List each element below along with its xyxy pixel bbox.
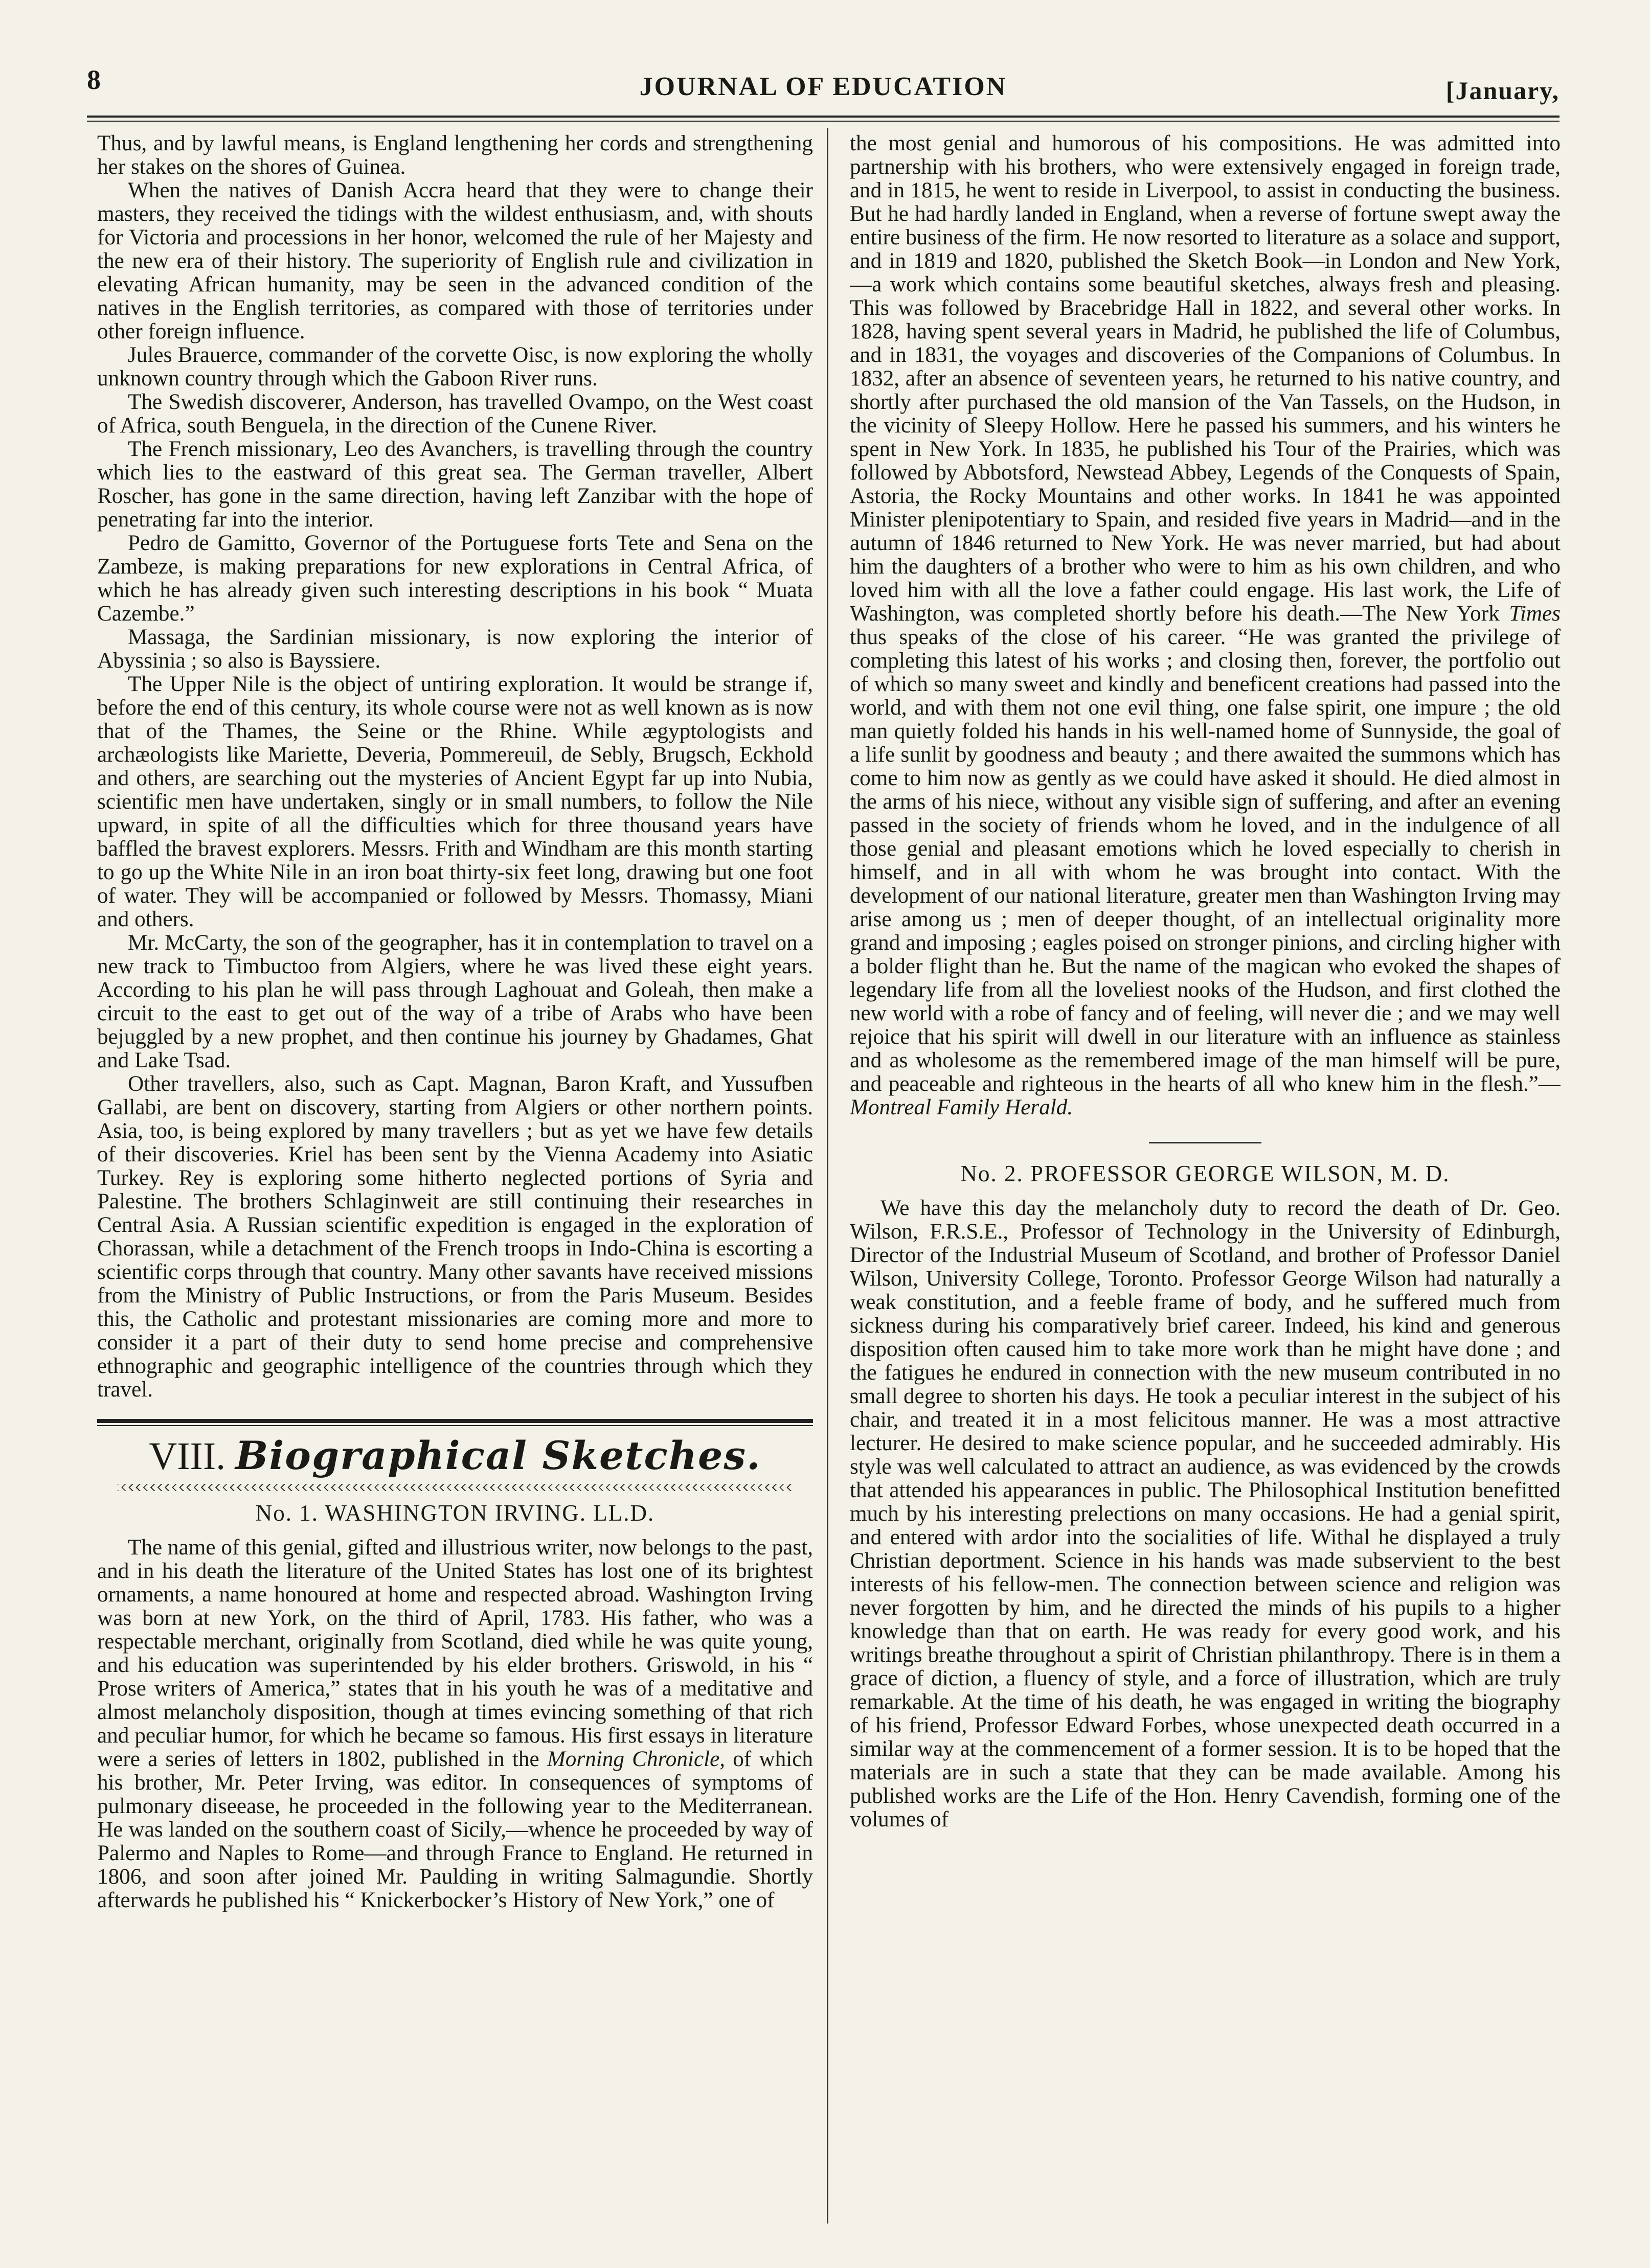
paragraph: The French missionary, Leo des Avanchers, is travelling through the country which lies to the eastward of this great sea. The German traveller, Albert Roscher, has gone in the same direction, having left Zanzibar with the hope of penetrating far into the interior. bbox=[97, 437, 813, 532]
section-heading bbox=[97, 1430, 813, 1482]
short-divider bbox=[1149, 1142, 1261, 1143]
column-divider bbox=[827, 128, 828, 2224]
paragraph: When the natives of Danish Accra heard that they were to change their masters, they received the tidings with the wildest enthusiasm, and, with shouts for Victoria and processions in her honor, welcomed the rule of her Majesty and the new era of their history. The superiority of English rule and civilization in elevating African humanity, may be seen in the advanced condition of the natives in the English territories, as compared with those of territories under other foreign influence. bbox=[97, 178, 813, 343]
right-column bbox=[850, 132, 1561, 2217]
italic-run: Morning Chronicle, bbox=[547, 1747, 726, 1771]
section-banner bbox=[97, 1419, 813, 1491]
section-title: Biographical Sketches. bbox=[235, 1433, 761, 1478]
section-number: VIII. bbox=[149, 1435, 226, 1478]
section-rule bbox=[97, 1419, 813, 1426]
left-column bbox=[97, 132, 813, 2217]
source-citation: Montreal Family Herald. bbox=[850, 1095, 1073, 1119]
italic-run: Times bbox=[1509, 602, 1561, 626]
paragraph: The Swedish discoverer, Anderson, has travelled Ovampo, on the West coast of Africa, south Benguela, in the direction of the Cunene River. bbox=[97, 390, 813, 438]
header-rule bbox=[87, 116, 1559, 122]
text-run: The name of this genial, gifted and illustrious writer, now belongs to the past, and in his death the literature of the United States has lost one of its brightest ornaments, a name honoured at home and respected abroad. Washington Irving was born at new York, on the third of April, 1783. His father, who was a respectable merchant, originally from Scotland, died while he was quite young, and his education was superintended by his elder brothers. Griswold, in his “ Prose writers of America,” states that in his youth he was of a meditative and almost melancholy disposition, though at times evincing something of that rich and peculiar humor, for which he became so famous. His first essays in literature were a series of letters in 1802, published in the bbox=[97, 1536, 813, 1771]
paragraph: The Upper Nile is the object of untiring exploration. It would be strange if, before the end of this century, its whole course were not as well known as is now that of the Thames, the Seine or the Rhine. While ægyptologists and archæologists like Mariette, Deveria, Pommereuil, de Sebly, Brugsch, Eckhold and others, are searching out the mysteries of Ancient Egypt far up into Nubia, scientific men have undertaken, singly or in small numbers, to follow the Nile upward, in spite of all the difficulties which for three thousand years have baffled the bravest explorers. Messrs. Frith and Windham are this month starting to go up the White Nile in an iron boat thirty-six feet long, drawing but one foot of water. They will be accompanied or followed by Messrs. Thomassy, Miani and others. bbox=[97, 672, 813, 931]
page-number: 8 bbox=[87, 64, 101, 95]
text-run: of which his brother, Mr. Peter Irving, was editor. In consequences of symptoms of pulmonary diseease, he proceeded in the following year to the Mediterranean. He was landed on the southern coast of Sicily,—whence he proceeded by way of Palermo and Naples to Rome—and through France to England. He returned in 1806, and soon after joined Mr. Paulding in writing Salmagundie. Shortly afterwards he published his “ Knickerbocker’s History of New York,” one of bbox=[97, 1747, 813, 1912]
wavy-ornament-rule bbox=[118, 1484, 793, 1491]
sketch-heading-irving: No. 1. WASHINGTON IRVING. LL.D. bbox=[255, 1500, 655, 1526]
paragraph: Pedro de Gamitto, Governor of the Portuguese forts Tete and Sena on the Zambeze, is making preparations for new explorations in Central Africa, of which he has already given such interesting descriptions in his book “ Muata Cazembe.” bbox=[97, 531, 813, 626]
sketch-heading-wilson: No. 2. PROFESSOR GEORGE WILSON, M. D. bbox=[960, 1161, 1450, 1186]
text-run: thus speaks of the close of his career. “He was granted the privilege of completing this latest of his works ; and closing then, forever, the portfolio out of which so many sweet and kindly and beneficent creations had passed into the world, and with them not one evil thing, one false spirit, one impure ; the old man quietly folded his hands in his well-named home of Sunnyside, the goal of a life sunlit by goodness and beauty ; and there awaited the summons which has come to him now as gently as we could have asked it should. He died almost in the arms of his niece, without any visible sign of suffering, and after an evening passed in the society of friends whom he loved, and in the indulgence of all those genial and pleasant emotions which he loved especially to cherish in himself, and in all with whom he was brought into contact. With the development of our national literature, greater men than Washington Irving may arise among us ; men of deeper thought, of an intellectual originality more grand and imposing ; eagles poised on stronger pinions, and circling higher with a bolder flight than he. But the name of the magican who evoked the shapes of legendary life from all the loveliest nooks of the Hudson, and first clothed the new world with a robe of fancy and of feeling, will never die ; and we may well rejoice that his spirit will dwell in our literature with an influence as stainless and as wholesome as the remembered image of the man himself will be pure, and peaceable and righteous in the hearts of all who knew him in the flesh.”— bbox=[850, 625, 1561, 1096]
paragraph bbox=[850, 132, 1561, 1119]
journal-title: JOURNAL OF EDUCATION bbox=[639, 72, 1007, 101]
paragraph: Jules Brauerce, commander of the corvette Oisc, is now exploring the wholly unknown country through which the Gaboon River runs. bbox=[97, 343, 813, 391]
paragraph: Mr. McCarty, the son of the geographer, has it in contemplation to travel on a new track to Timbuctoo from Algiers, where he was lived these eight years. According to his plan he will pass through Laghouat and Goleah, then make a circuit to the east to get out of the way of a tribe of Arabs who have been bejuggled by a new prophet, and then continue his journey by Ghadames, Ghat and Lake Tsad. bbox=[97, 931, 813, 1072]
paragraph bbox=[97, 1536, 813, 1912]
paragraph: Other travellers, also, such as Capt. Magnan, Baron Kraft, and Yussufben Gallabi, are bent on discovery, starting from Algiers or other northern points. Asia, too, is being explored by many travellers ; but as yet we have few details of their discoveries. Kriel has been sent by the Vienna Academy into Asiatic Turkey. Rey is exploring some hitherto neglected portions of Syria and Palestine. The brothers Schlaginweit are still continuing their researches in Central Asia. A Russian scientific expedition is engaged in the exploration of Chorassan, while a detachment of the French troops in Indo-China is escorting a scientific corps through that country. Many other savants have received missions from the Ministry of Public Instructions, or from the Paris Museum. Besides this, the Catholic and protestant missionaries are coming more and more to consider it a part of their duty to send home precise and comprehensive ethnographic and geographic intelligence of the countries through which they travel. bbox=[97, 1072, 813, 1402]
issue-month: [January, bbox=[1445, 76, 1559, 105]
paragraph: Thus, and by lawful means, is England lengthening her cords and strengthening her stakes on the shores of Guinea. bbox=[97, 132, 813, 179]
text-run: the most genial and humorous of his compositions. He was admitted into partnership with his brothers, who were extensively engaged in foreign trade, and in 1815, he went to reside in Liverpool, to assist in conducting the business. But he had hardly landed in England, when a reverse of fortune swept away the entire business of the firm. He now resorted to literature as a solace and support, and in 1819 and 1820, published the Sketch Book—in London and New York,—a work which contains some beautiful sketches, always fresh and pleasing. This was followed by Bracebridge Hall in 1822, and several other works. In 1828, having spent several years in Madrid, he published the life of Columbus, and in 1831, the voyages and discoveries of the Companions of Columbus. In 1832, after an absence of seventeen years, he returned to his native country, and shortly after purchased the old mansion of the Van Tassels, on the Hudson, in the vicinity of Sleepy Hollow. Here he passed his summers, and his winters he spent in New York. In 1835, he published his Tour of the Prairies, which was followed by Abbotsford, Newstead Abbey, Legends of the Conquests of Spain, Astoria, the Rocky Mountains and other works. In 1841 he was appointed Minister plenipotentiary to Spain, and resided five years in Madrid—and in the autumn of 1846 returned to New York. He was never married, but had about him the daughters of a brother who were to him as his own children, and who loved him with all the love a father could engage. His last work, the Life of Washington, was completed shortly before his death.—The New York bbox=[850, 132, 1561, 626]
paragraph: Massaga, the Sardinian missionary, is now exploring the interior of Abyssinia ; so also is Bayssiere. bbox=[97, 625, 813, 673]
paragraph: We have this day the melancholy duty to record the death of Dr. Geo. Wilson, F.R.S.E., Professor of Technology in the University of Edinburgh, Director of the Industrial Museum of Scotland, and brother of Professor Daniel Wilson, University College, Toronto. Professor George Wilson had naturally a weak constitution, and a feeble frame of body, and he suffered much from sickness during his comparatively brief career. Indeed, his kind and generous disposition often caused him to take more work than he might have done ; and the fatigues he endured in connection with the new museum contributed in no small degree to shorten his days. He took a peculiar interest in the subject of his chair, and treated it in a most felicitous manner. He was a most attractive lecturer. He desired to make science popular, and he succeeded admirably. His style was well calculated to attract an audience, as was evidenced by the crowds that attended his appearances in public. The Philosophical Institution benefitted much by his interesting prelections on many occasions. He had a genial spirit, and entered with ardor into the socialities of life. Withal he displayed a truly Christian deportment. Science in his hands was made subservient to the best interests of his fellow-men. The connection between science and religion was never forgotten by him, and he directed the minds of his pupils to a higher knowledge than that on earth. He was ready for every good work, and his writings breathe throughout a spirit of Christian philanthropy. There is in them a grace of diction, a fluency of style, and a force of illustration, which are truly remarkable. At the time of his death, he was engaged in writing the biography of his friend, Professor Edward Forbes, whose unexpected death occurred in a similar way at the commencement of a former session. It is to be hoped that the materials are in such a state that they can be made available. Among his published works are the Life of the Hon. Henry Cavendish, forming one of the volumes of bbox=[850, 1196, 1561, 1831]
page-header bbox=[87, 61, 1559, 118]
